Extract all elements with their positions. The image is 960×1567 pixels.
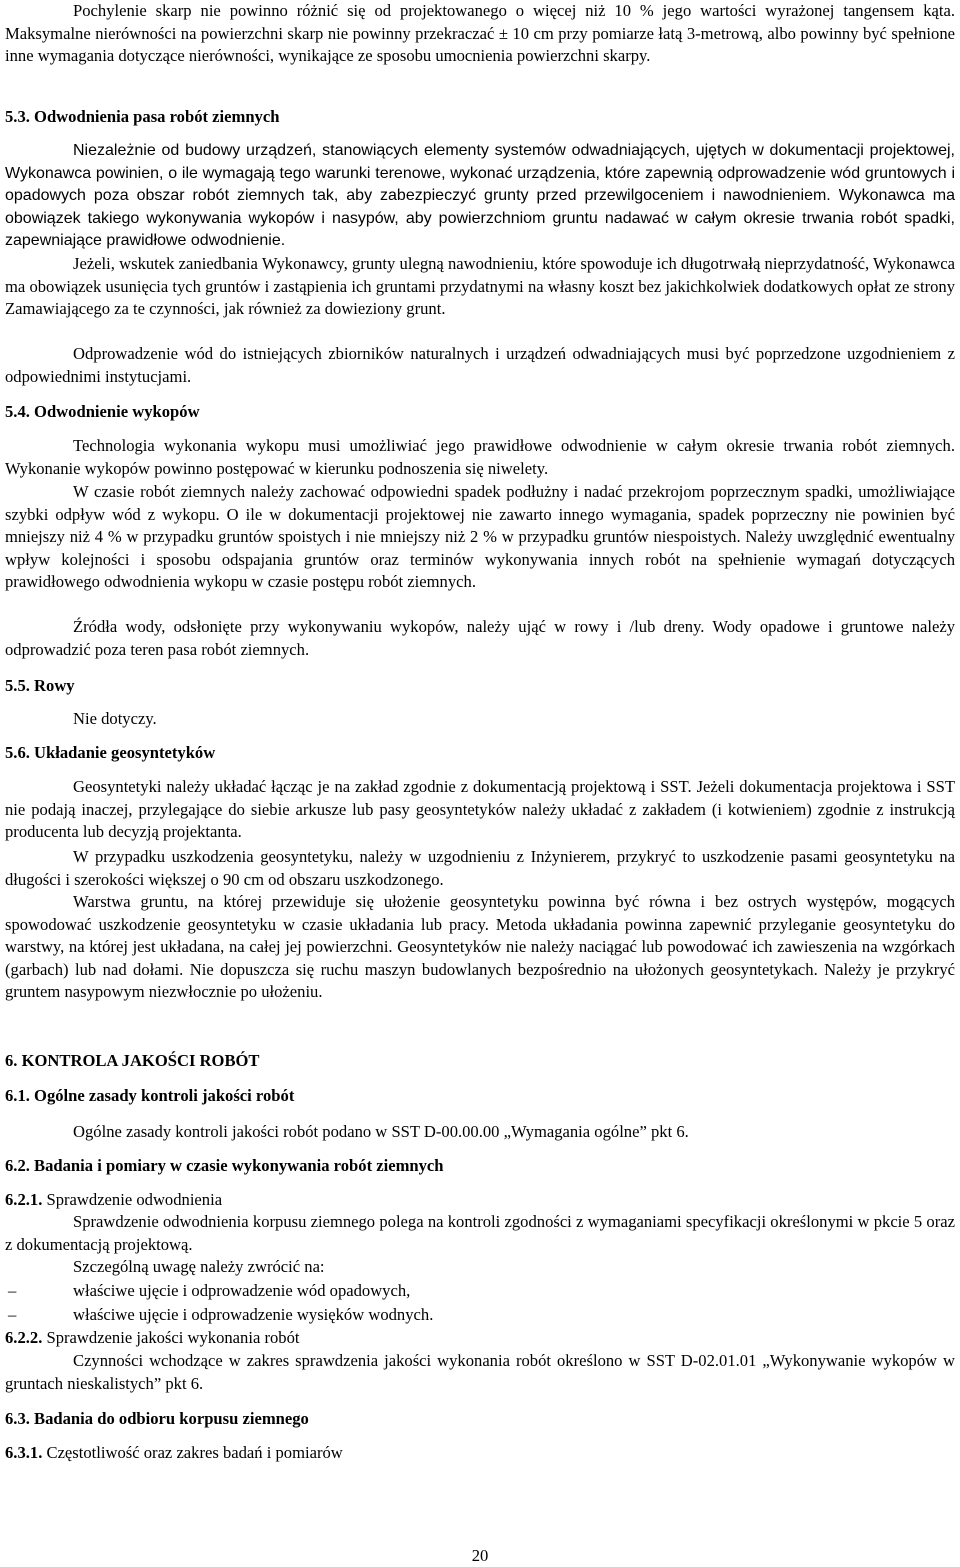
- section-number: 6.2.: [5, 1156, 30, 1175]
- checklist: [5, 1280, 955, 1326]
- section-5-3-heading: [5, 106, 279, 128]
- section-number: 6.: [5, 1051, 18, 1070]
- section-6-1-paragraph: Ogólne zasady kontroli jakości robót podano w SST D-00.00.00 „Wymagania ogólne” pkt 6.: [73, 1122, 689, 1141]
- section-5-4-paragraph-3: Źródła wody, odsłonięte przy wykonywaniu wykopów, należy ująć w rowy i /lub dreny. Wody opadowe i gruntowe należy odprowadzić poza teren pasa robót ziemnych.: [5, 617, 955, 659]
- section-title: Odwodnienia pasa robót ziemnych: [34, 107, 280, 126]
- section-title: Odwodnienie wykopów: [34, 402, 200, 421]
- section-6-3-heading: [5, 1408, 309, 1430]
- section-5-6-paragraph-3: Warstwa gruntu, na której przewiduje się ułożenie geosyntetyku powinna być równa i bez ostrych występów, mogących spowodować uszkodzenie geosyntetyku w czasie układania lub pracy. Metoda układania powinna zapewnić przyleganie geosyntetyku do warstwy, na której jest układana, na całej jej powierzchni. Geosyntetyków nie należy naciągać lub powodować ich zawieszenia na wzgórkach (garbach) lub nad dołami. Nie dopuszcza się ruchu maszyn budowlanych bezpośrednio na ułożonych geosyntetykach. Należy je przykryć gruntem nasypowym niezwłocznie po ułożeniu.: [5, 892, 955, 1002]
- page-number: 20: [471, 1546, 489, 1565]
- section-number: 5.5.: [5, 676, 30, 695]
- section-number: 6.1.: [5, 1086, 30, 1105]
- section-5-6-paragraph-2: W przypadku uszkodzenia geosyntetyku, należy w uzgodnieniu z Inżynierem, przykryć to uszkodzenie pasami geosyntetyku na długości i szerokości większej o 90 cm od obszaru uszkodzonego.: [5, 847, 955, 889]
- section-5-5-heading: [5, 675, 75, 697]
- section-title: Sprawdzenie jakości wykonania robót: [46, 1328, 300, 1347]
- section-6-2-heading: [5, 1155, 444, 1177]
- section-6-2-2-heading: [5, 1327, 299, 1349]
- section-5-3-paragraph-3: Odprowadzenie wód do istniejących zbiorników naturalnych i urządzeń odwadniających musi być poprzedzone uzgodnieniem z odpowiednimi instytucjami.: [5, 344, 955, 386]
- section-6-2-1-paragraph-1: Sprawdzenie odwodnienia korpusu ziemnego polega na kontroli zgodności z wymaganiami specyfikacji określonymi w pkcie 5 oraz z dokumentacją projektową.: [5, 1212, 955, 1254]
- list-item-text: właściwe ujęcie i odprowadzenie wysięków wodnych.: [73, 1305, 434, 1324]
- section-title: Badania i pomiary w czasie wykonywania robót ziemnych: [34, 1156, 444, 1175]
- section-6-2-2-paragraph: Czynności wchodzące w zakres sprawdzenia jakości wykonania robót określono w SST D-02.01.01 „Wykonywanie wykopów w gruntach nieskalistych” pkt 6.: [5, 1351, 955, 1393]
- section-number: 5.3.: [5, 107, 30, 126]
- list-item: [5, 1280, 955, 1302]
- section-6-2-1-heading: [5, 1189, 222, 1211]
- section-5-4-paragraph-2: W czasie robót ziemnych należy zachować odpowiedni spadek podłużny i nadać przekrojom poprzecznym spadki, umożliwiające szybki odpływ wód z wykopu. O ile w dokumentacji projektowej nie zawarto innego wymagania, spadek poprzeczny nie powinien być mniejszy niż 4 % w przypadku gruntów spoistych i nie mniejszy niż 2 % w przypadku gruntów niespoistych. Należy uwzględnić ewentualny wpływ kolejności i sposobu odspajania gruntów oraz terminów wykonywania innych robót na spełnienie wymagań dotyczących prawidłowego odwodnienia wykopu w czasie postępu robót ziemnych.: [5, 482, 955, 592]
- section-6-2-1-paragraph-2: Szczególną uwagę należy zwrócić na:: [73, 1257, 325, 1276]
- section-5-3-paragraph-1: Niezależnie od budowy urządzeń, stanowiących elementy systemów odwadniających, ujętych w dokumentacji projektowej, Wykonawca powinien, o ile wymagają tego warunki terenowe, wykonać urządzenia, które zapewnią odprowadzenie wód gruntowych i opadowych poza obszar robót ziemnych tak, aby zabezpieczyć grunty przed przewilgoceniem i nawodnieniem. Wykonawca ma obowiązek takiego wykonywania wykopów i nasypów, aby powierzchniom gruntu nadawać w całym okresie trwania robót spadki, zapewniające prawidłowe odwodnienie.: [5, 142, 955, 250]
- section-title: Rowy: [34, 676, 75, 695]
- list-item: [5, 1304, 955, 1326]
- section-5-6-heading: [5, 742, 215, 764]
- section-number: 6.2.2.: [5, 1328, 43, 1347]
- dash-bullet: –: [8, 1305, 17, 1324]
- list-item-text: właściwe ujęcie i odprowadzenie wód opadowych,: [73, 1281, 411, 1300]
- section-title: Ogólne zasady kontroli jakości robót: [34, 1086, 295, 1105]
- section-6-3-1-heading: [5, 1442, 343, 1464]
- section-5-4-paragraph-1: Technologia wykonania wykopu musi umożliwiać jego prawidłowe odwodnienie w całym okresie trwania robót ziemnych. Wykonanie wykopów powinno postępować w kierunku podnoszenia się niwelety.: [5, 436, 955, 478]
- section-title: KONTROLA JAKOŚCI ROBÓT: [21, 1051, 260, 1070]
- section-5-3-paragraph-2: Jeżeli, wskutek zaniedbania Wykonawcy, grunty ulegną nawodnieniu, które spowoduje ich długotrwałą nieprzydatność, Wykonawca ma obowiązek usunięcia tych gruntów i zastąpienia ich gruntami przydatnymi na własny koszt bez jakichkolwiek dodatkowych opłat ze strony Zamawiającego za te czynności, jak również za dowieziony grunt.: [5, 254, 955, 319]
- section-number: 6.3.: [5, 1409, 30, 1428]
- dash-bullet: –: [8, 1281, 17, 1300]
- section-title: Częstotliwość oraz zakres badań i pomiarów: [46, 1443, 343, 1462]
- section-title: Układanie geosyntetyków: [34, 743, 216, 762]
- section-6-1-heading: [5, 1085, 294, 1107]
- section-number: 6.2.1.: [5, 1190, 43, 1209]
- section-number: 6.3.1.: [5, 1443, 43, 1462]
- section-5-6-paragraph-1: Geosyntetyki należy układać łącząc je na zakład zgodnie z dokumentacją projektową i SST. Jeżeli dokumentacja projektowa i SST nie podają inaczej, przylegające do siebie arkusze lub pasy geosyntetyków należy układać z zakładem (i kotwieniem) zgodnie z instrukcją producenta lub decyzją projektanta.: [5, 777, 955, 842]
- chapter-6-heading: [5, 1050, 260, 1072]
- section-title: Badania do odbioru korpusu ziemnego: [34, 1409, 309, 1428]
- section-5-5-paragraph: Nie dotyczy.: [73, 709, 157, 728]
- section-number: 5.4.: [5, 402, 30, 421]
- section-title: Sprawdzenie odwodnienia: [46, 1190, 223, 1209]
- section-5-4-heading: [5, 401, 200, 423]
- intro-paragraph: Pochylenie skarp nie powinno różnić się od projektowanego o więcej niż 10 % jego wartości wyrażonej tangensem kąta. Maksymalne nierówności na powierzchni skarp nie powinny przekraczać ± 10 cm przy pomiarze łatą 3-metrową, albo powinny być spełnione inne wymagania dotyczące nierówności, wynikające ze sposobu umocnienia powierzchni skarpy.: [5, 1, 955, 66]
- section-number: 5.6.: [5, 743, 30, 762]
